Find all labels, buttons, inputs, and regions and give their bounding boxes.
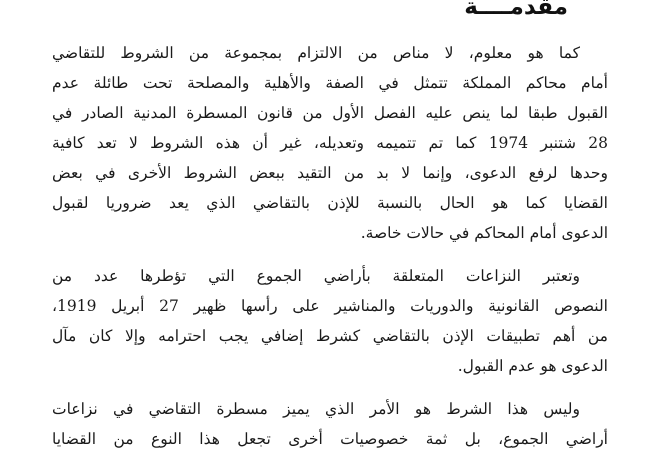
text-line: الدعوى هو عدم القبول.	[457, 357, 608, 375]
text-line: أمام محاكم المملكة تتمثل في الصفة والأهلية والمصلحة تحت طائلة عدم	[52, 74, 608, 92]
text-line: من أهم تطبيقات الإذن بالتقاضي كشرط إضافي يجب احترامه وإلا كان مآل	[52, 327, 608, 345]
paragraph-1	[52, 38, 608, 248]
text-line: النصوص القانونية والدوريات والمناشير على رأسها ظهير 27 أبريل 1919،	[52, 297, 608, 315]
text-line: 28 شتنبر 1974 كما تم تتميمه وتعديله، غير أن هذه الشروط لا تعد كافية	[52, 134, 608, 152]
text-line: كما هو معلوم، لا مناص من الالتزام بمجموعة من الشروط للتقاضي	[52, 44, 580, 62]
text-line: القضايا كما هو الحال بالنسبة للإذن بالتقاضي الذي يعد ضروريا لقبول	[52, 194, 608, 212]
page-title: مقدمــــة	[464, 0, 568, 20]
document-body	[52, 38, 608, 467]
text-line: وحدها لرفع الدعوى، وإنما لا بد من التقيد ببعض الشروط الأخرى في بعض	[52, 164, 608, 182]
text-line: القبول طبقا لما ينص عليه الفصل الأول من قانون المسطرة المدنية الصادر في	[52, 104, 608, 122]
text-line: وتعتبر النزاعات المتعلقة بأراضي الجموع التي تؤطرها عدد من	[52, 267, 580, 285]
text-line: أراضي الجموع، بل ثمة خصوصيات أخرى تجعل هذا النوع من القضايا	[52, 430, 608, 448]
paragraph-2	[52, 261, 608, 381]
paragraph-3	[52, 394, 608, 454]
text-line: الدعوى أمام المحاكم في حالات خاصة.	[360, 224, 608, 242]
text-line: وليس هذا الشرط هو الأمر الذي يميز مسطرة التقاضي في نزاعات	[52, 400, 580, 418]
